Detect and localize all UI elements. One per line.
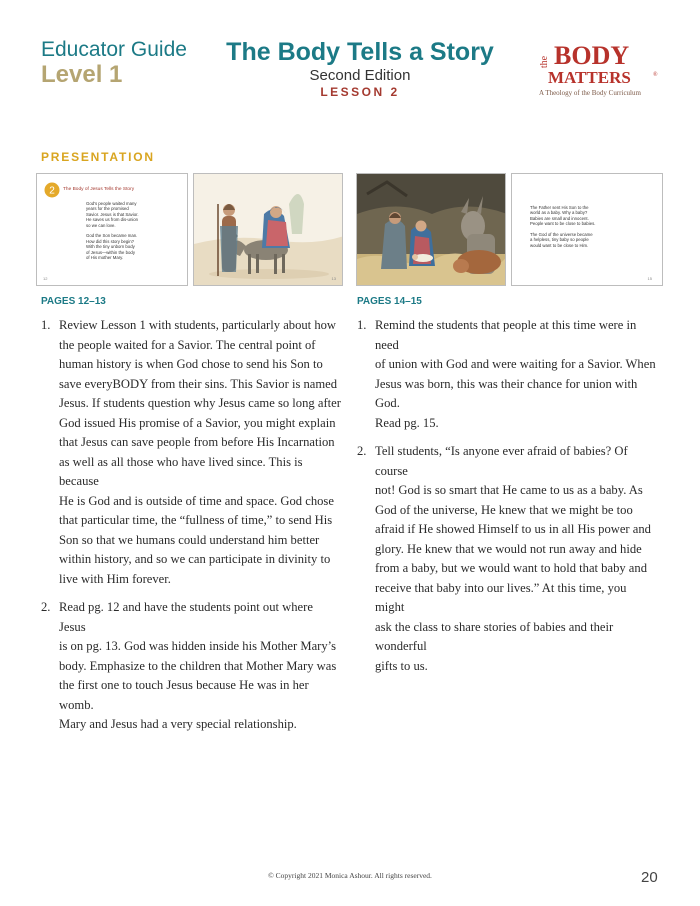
slide-text-line: How did this story begin? bbox=[86, 238, 135, 244]
slide-text-line: of His mother Mary. bbox=[86, 255, 124, 261]
guide-label: Educator Guide bbox=[41, 38, 187, 61]
text-line: of union with God and were waiting for a Savior. When bbox=[375, 357, 656, 371]
text-line: that particular time, the “fullness of time,” to send His bbox=[59, 513, 333, 527]
item-number: 2. bbox=[357, 444, 367, 458]
item-text bbox=[59, 598, 341, 735]
page-title: The Body Tells a Story bbox=[226, 38, 494, 66]
text-line: Jesus. If students question why Jesus came so long after bbox=[59, 396, 341, 410]
slide-page-15 bbox=[511, 173, 663, 286]
text-line: Read pg. 15. bbox=[375, 415, 439, 430]
slide-number-badge bbox=[44, 182, 60, 198]
flight-illustration bbox=[194, 174, 343, 286]
text-line: glory. He knew that we would not run away and hide bbox=[375, 541, 642, 556]
logo-matters: MATTERS bbox=[548, 68, 631, 87]
slide-text-line: world as a baby. Why a baby? bbox=[530, 210, 588, 216]
right-instructions bbox=[357, 316, 657, 685]
slide-page-12 bbox=[36, 173, 188, 286]
text-line: Review Lesson 1 with students, particularly about how bbox=[59, 318, 337, 332]
slide-text-line: Babies are small and innocent. bbox=[530, 215, 589, 221]
section-heading: PRESENTATION bbox=[41, 150, 155, 164]
slide-text-line: Savior. Jesus is that Savior. bbox=[86, 211, 139, 217]
text-line: Read pg. 12 and have the students point out where Jesus bbox=[59, 600, 313, 634]
list-item bbox=[41, 316, 341, 589]
slide-text-line: With the tiny unborn body bbox=[86, 244, 135, 250]
pages-14-15-label: PAGES 14–15 bbox=[357, 296, 422, 307]
text-line: ask the class to share stories of babies and their wonderful bbox=[375, 619, 614, 653]
body-matters-logo bbox=[534, 38, 664, 100]
slide-page-14 bbox=[356, 173, 506, 286]
text-line: receive that baby into our lives.” At this time, you might bbox=[375, 580, 627, 614]
list-item bbox=[357, 316, 657, 433]
slide-text-line: a helpless, tiny baby so people bbox=[530, 237, 589, 243]
text-line: as well as all those who have lived since. This is because bbox=[59, 454, 303, 488]
item-text bbox=[375, 316, 657, 433]
item-number: 1. bbox=[357, 318, 367, 332]
slide-text-line: God's people waited many bbox=[86, 201, 137, 206]
text-line: He is God and is outside of time and space. God chose bbox=[59, 493, 334, 508]
slide-page-number: 13 bbox=[331, 276, 336, 281]
header-center bbox=[200, 38, 520, 100]
item-text bbox=[59, 316, 341, 589]
level-label: Level 1 bbox=[41, 61, 123, 88]
slide-text-line: years for the promised bbox=[86, 206, 129, 212]
left-instructions bbox=[41, 316, 341, 744]
edition-label: Second Edition bbox=[309, 67, 411, 84]
slide-text-line: would want to be close to Him. bbox=[530, 242, 589, 248]
text-line: save everyBODY from their sins. This Savior is named bbox=[59, 376, 338, 391]
slide-number: 2 bbox=[49, 185, 55, 197]
slide-body-text bbox=[86, 201, 139, 260]
text-line: body. Emphasize to the children that Mother Mary was bbox=[59, 658, 337, 673]
text-line: Son so that we humans could understand him better bbox=[59, 532, 320, 547]
page-number: 20 bbox=[641, 869, 658, 886]
text-line: the first one to touch Jesus because He was in her womb. bbox=[59, 678, 309, 712]
item-text bbox=[375, 442, 657, 676]
text-line: live with Him forever. bbox=[59, 571, 171, 586]
text-line: gifts to us. bbox=[375, 658, 428, 673]
text-line: from a baby, but we would want to hold that baby and bbox=[375, 561, 647, 575]
text-line: God issued His promise of a Savior, you might explain bbox=[59, 415, 336, 430]
text-line: within history, and so we can participate in divinity to bbox=[59, 552, 331, 566]
copyright-footer: © Copyright 2021 Monica Ashour. All rights reserved. bbox=[268, 871, 432, 880]
slide-text-line: The Father sent His Son to the bbox=[530, 205, 589, 210]
item-number: 2. bbox=[41, 600, 51, 614]
slide-text-line: People want to be close to babies. bbox=[530, 221, 596, 227]
text-line: God of the universe, He knew that we might be too bbox=[375, 502, 633, 517]
slide-text-line: of Jesus—within the body bbox=[86, 249, 135, 255]
lesson-label: LESSON 2 bbox=[320, 85, 400, 99]
slide-page-number: 12 bbox=[43, 276, 48, 281]
nativity-illustration bbox=[357, 174, 506, 286]
slide-body-text bbox=[530, 205, 595, 248]
header-left bbox=[41, 38, 187, 88]
list-item bbox=[357, 442, 657, 676]
text-line: Jesus was born, this was their chance for union with God. bbox=[375, 376, 638, 410]
slide-page-number: 15 bbox=[647, 276, 652, 281]
slide-page-13 bbox=[193, 173, 343, 286]
text-line: Tell students, “Is anyone ever afraid of babies? Of course bbox=[375, 444, 628, 478]
item-number: 1. bbox=[41, 318, 51, 332]
slide-text-line: so we can love. bbox=[86, 222, 116, 228]
text-line: Remind the students that people at this time were in need bbox=[375, 318, 637, 352]
slide-text-line: God the Son became man. bbox=[86, 233, 138, 239]
text-line: human history is when God chose to send his Son to bbox=[59, 357, 323, 371]
text-line: that Jesus can save people from before His Incarnation bbox=[59, 435, 335, 449]
pages-12-13-label: PAGES 12–13 bbox=[41, 296, 106, 307]
logo-registered: ® bbox=[653, 72, 658, 78]
logo-the: the bbox=[539, 55, 550, 69]
text-line: is on pg. 13. God was hidden inside his Mother Mary’s bbox=[59, 639, 337, 653]
text-line: Mary and Jesus had a very special relationship. bbox=[59, 717, 297, 731]
slide-heading: The Body of Jesus Tells the Story bbox=[63, 187, 135, 192]
slide-text-line: He saves us from dis-union bbox=[86, 217, 139, 223]
list-item bbox=[41, 598, 341, 735]
text-line: afraid if He showed Himself to us in all His power and bbox=[375, 522, 651, 536]
text-line: not! God is so smart that He came to us as a baby. As bbox=[375, 483, 643, 497]
logo-body: BODY bbox=[554, 41, 630, 70]
logo-tagline: A Theology of the Body Curriculum bbox=[539, 89, 641, 97]
slide-text-line: The God of the universe became bbox=[530, 232, 593, 238]
text-line: the people waited for a Savior. The central point of bbox=[59, 337, 316, 352]
